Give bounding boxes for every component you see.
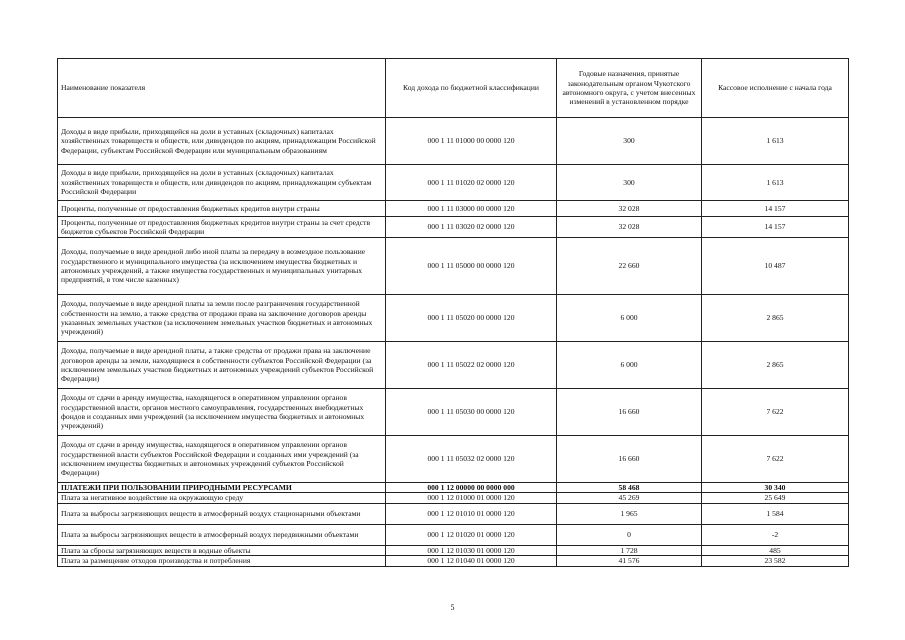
- row-code: 000 1 11 01020 02 0000 120: [386, 165, 557, 201]
- row-actual: 7 622: [702, 389, 849, 436]
- table-row: [58, 342, 849, 389]
- table-row: [58, 165, 849, 201]
- row-name: Доходы от сдачи в аренду имущества, находящегося в оперативном управлении органов государственной власти субъектов Российской Федерации и созданных ими учреждений (за исключением имущества бюджетных и автономных учреждений субъектов Российской Федерации): [58, 436, 386, 483]
- row-plan: 300: [557, 118, 702, 165]
- row-plan: 41 576: [557, 556, 702, 566]
- row-code: 000 1 11 05000 00 0000 120: [386, 238, 557, 295]
- table-row: [58, 295, 849, 342]
- row-actual: 1 613: [702, 165, 849, 201]
- row-name: Плата за выбросы загрязняющих веществ в атмосферный воздух передвижными объектами: [58, 524, 386, 545]
- row-code: 000 1 11 05022 02 0000 120: [386, 342, 557, 389]
- row-name: Доходы в виде прибыли, приходящейся на доли в уставных (складочных) капиталах хозяйственных товариществ и обществ, или дивидендов по акциям, принадлежащим субъектам Российской Федерации: [58, 165, 386, 201]
- row-code: 000 1 11 01000 00 0000 120: [386, 118, 557, 165]
- row-code: 000 1 12 01030 01 0000 120: [386, 545, 557, 555]
- row-name: Плата за размещение отходов производства и потребления: [58, 556, 386, 566]
- row-plan: 45 269: [557, 493, 702, 503]
- row-code: 000 1 12 01010 01 0000 120: [386, 503, 557, 524]
- row-name: Плата за сбросы загрязняющих веществ в водные объекты: [58, 545, 386, 555]
- row-actual: 7 622: [702, 436, 849, 483]
- table-row: [58, 493, 849, 503]
- row-actual: 2 865: [702, 342, 849, 389]
- table-row: [58, 556, 849, 566]
- row-name: Доходы, получаемые в виде арендной платы, а также средства от продажи права на заключение договоров аренды за земли, находящиеся в собственности субъектов Российской Федерации (за исключением земельных участков бюджетных и автономных учреждений субъектов Российской Федерации): [58, 342, 386, 389]
- table-header: [58, 59, 849, 118]
- row-plan: 0: [557, 524, 702, 545]
- table-row: [58, 524, 849, 545]
- table-row: [58, 389, 849, 436]
- row-plan: 300: [557, 165, 702, 201]
- header-actual: Кассовое исполнение с начала года: [702, 59, 849, 118]
- row-actual: -2: [702, 524, 849, 545]
- row-code: 000 1 12 01000 01 0000 120: [386, 493, 557, 503]
- table-row: [58, 217, 849, 238]
- table-row: [58, 238, 849, 295]
- table-body: [58, 118, 849, 567]
- row-plan: 32 028: [557, 201, 702, 217]
- row-actual: 14 157: [702, 201, 849, 217]
- row-plan: 58 468: [557, 483, 702, 493]
- row-actual: 485: [702, 545, 849, 555]
- table-row: [58, 436, 849, 483]
- row-actual: 14 157: [702, 217, 849, 238]
- row-actual: 1 584: [702, 503, 849, 524]
- row-name: Проценты, полученные от предоставления бюджетных кредитов внутри страны за счет средств бюджетов субъектов Российской Федерации: [58, 217, 386, 238]
- row-name: Доходы, получаемые в виде арендной либо иной платы за передачу в возмездное пользование государственного и муниципального имущества (за исключением имущества бюджетных и автономных учреждений, а также имущества государственных и муниципальных унитарных предприятий, в том числе казенных): [58, 238, 386, 295]
- table-row: [58, 503, 849, 524]
- row-code: 000 1 11 05032 02 0000 120: [386, 436, 557, 483]
- row-name: Плата за негативное воздействие на окружающую среду: [58, 493, 386, 503]
- page-number: 5: [450, 603, 455, 612]
- row-code: 000 1 12 01040 01 0000 120: [386, 556, 557, 566]
- row-code: 000 1 11 05020 00 0000 120: [386, 295, 557, 342]
- row-name: Доходы от сдачи в аренду имущества, находящегося в оперативном управлении органов государственной власти, органов местного самоуправления, государственных внебюджетных фондов и созданных ими учреждений (за исключением имущества бюджетных и автономных учреждений): [58, 389, 386, 436]
- row-name: Плата за выбросы загрязняющих веществ в атмосферный воздух стационарными объектами: [58, 503, 386, 524]
- row-actual: 10 487: [702, 238, 849, 295]
- row-plan: 1 965: [557, 503, 702, 524]
- row-name: ПЛАТЕЖИ ПРИ ПОЛЬЗОВАНИИ ПРИРОДНЫМИ РЕСУРСАМИ: [58, 483, 386, 493]
- row-code: 000 1 12 01020 01 0000 120: [386, 524, 557, 545]
- row-plan: 6 000: [557, 342, 702, 389]
- header-name: Наименование показателя: [58, 59, 386, 118]
- row-name: Доходы, получаемые в виде арендной платы за земли после разграничения государственной собственности на землю, а также средства от продажи права на заключение договоров аренды указанных земельных участков (за исключением земельных участков бюджетных и автономных учреждений): [58, 295, 386, 342]
- table-row: [58, 483, 849, 493]
- row-code: 000 1 12 00000 00 0000 000: [386, 483, 557, 493]
- row-plan: 22 660: [557, 238, 702, 295]
- row-plan: 32 028: [557, 217, 702, 238]
- row-plan: 16 660: [557, 389, 702, 436]
- row-actual: 30 340: [702, 483, 849, 493]
- row-actual: 25 649: [702, 493, 849, 503]
- table-row: [58, 201, 849, 217]
- row-actual: 1 613: [702, 118, 849, 165]
- header-code: Код дохода по бюджетной классификации: [386, 59, 557, 118]
- table-row: [58, 118, 849, 165]
- row-name: Проценты, полученные от предоставления бюджетных кредитов внутри страны: [58, 201, 386, 217]
- row-plan: 1 728: [557, 545, 702, 555]
- row-plan: 16 660: [557, 436, 702, 483]
- row-code: 000 1 11 05030 00 0000 120: [386, 389, 557, 436]
- row-code: 000 1 11 03000 00 0000 120: [386, 201, 557, 217]
- header-plan: Годовые назначения, принятые законодательным органом Чукотского автономного округа, с учетом внесенных изменений в установленном порядке: [557, 59, 702, 118]
- row-actual: 23 582: [702, 556, 849, 566]
- revenue-table: [57, 58, 849, 567]
- row-plan: 6 000: [557, 295, 702, 342]
- table-row: [58, 545, 849, 555]
- row-actual: 2 865: [702, 295, 849, 342]
- row-code: 000 1 11 03020 02 0000 120: [386, 217, 557, 238]
- row-name: Доходы в виде прибыли, приходящейся на доли в уставных (складочных) капиталах хозяйственных товариществ и обществ, или дивидендов по акциям, принадлежащим Российской Федерации, субъектам Российской Федерации или муниципальным образованиям: [58, 118, 386, 165]
